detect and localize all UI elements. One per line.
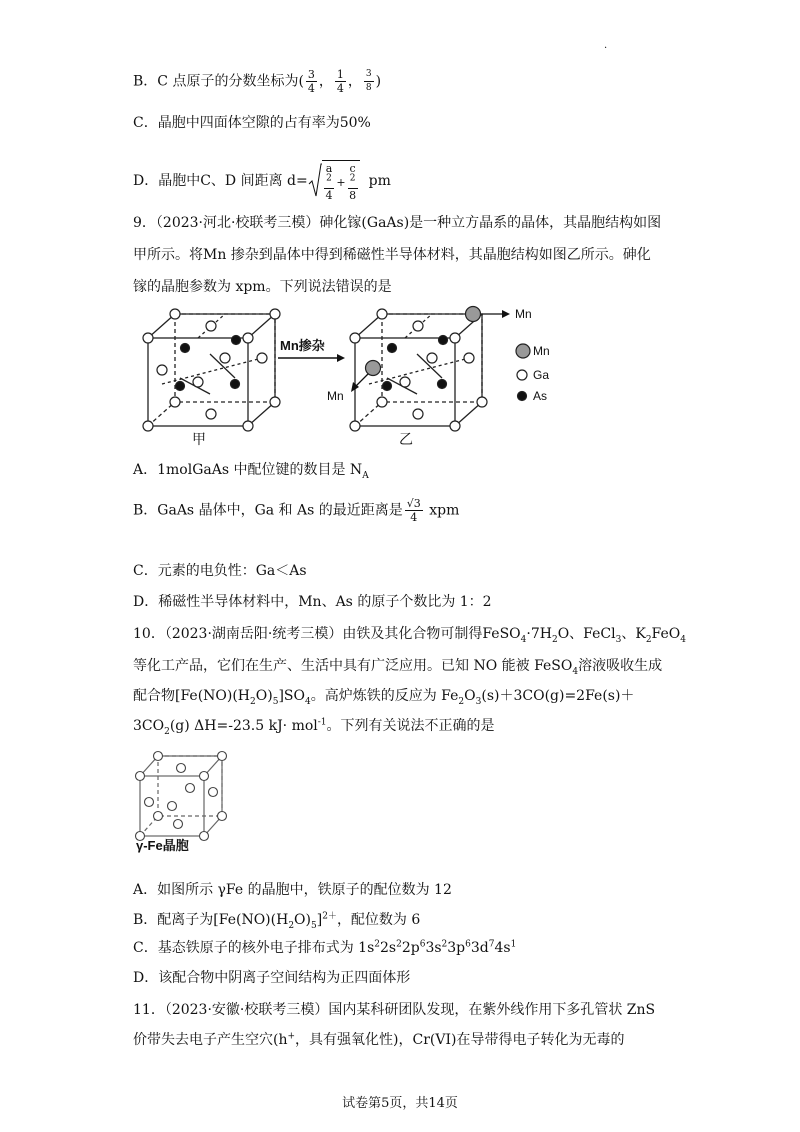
q10-option-d[interactable]: D．该配合物中阴离子空间结构为正四面体形 xyxy=(133,970,411,986)
fraction: $\frac{3}{4}$ xyxy=(307,68,315,95)
q10-stem-line4: $3CO_2(g)$ ΔH=-23.5 kJ· mol$^{-1}$。下列有关说法不正确的是 xyxy=(133,717,495,737)
q9-stem-line1: 9．（2023·河北·校联考三模）砷化镓(GaAs)是一种立方晶系的晶体，其晶胞结构如图 xyxy=(133,215,662,231)
atoms-yi xyxy=(350,307,487,432)
caption-jia: 甲 xyxy=(192,431,206,447)
q9-stem-line3: 镓的晶胞参数为 xpm。下列说法错误的是 xyxy=(133,279,392,295)
legend-as-label: As xyxy=(533,389,548,403)
fraction: $\frac{1}{4}$ xyxy=(336,68,344,95)
q10-option-a[interactable]: A．如图所示 γFe 的晶胞中，铁原子的配位数为 12 xyxy=(133,882,452,898)
q9-option-b[interactable]: B．GaAs 晶体中，Ga 和 As 的最近距离是 $\frac{√3}{4}$ xpm xyxy=(133,497,460,524)
caption-yi: 乙 xyxy=(399,431,413,447)
q9-option-a[interactable]: A．1molGaAs 中配位键的数目是 $N_A$ xyxy=(133,462,369,481)
q10-stem-line2: 等化工产品，它们在生产、生活中具有广泛应用。已知 NO 能被 FeSO$_4$溶液吸收生成 xyxy=(133,658,663,677)
gamma-fe-figure xyxy=(130,744,230,854)
q11-stem-line2: 价带失去电子产生空穴(h+，具有强氧化性)，Cr(VI)在导带得电子转化为无毒的 xyxy=(133,1031,625,1048)
arrow-icon xyxy=(337,354,345,362)
fraction: $\frac{√3}{4}$ xyxy=(406,497,421,524)
crystal-figure-q9 xyxy=(140,298,580,448)
page-dot: . xyxy=(604,40,608,51)
q10-option-b[interactable]: B．配离子为$[Fe(NO)(H_2O)_5]^{2+}$，配位数为 6 xyxy=(133,911,421,931)
sqrt-expression: a $^2$ 4 + c $^2$ 8 xyxy=(308,160,360,202)
q10-stem-line1: 10．（2023·湖南岳阳·统考三模）由铁及其化合物可制得$FeSO_4\cdot 7H_2O$、FeCl$_3$、$K_2FeO_4$ xyxy=(133,626,686,645)
q8-option-c[interactable]: C．晶胞中四面体空隙的占有率为50% xyxy=(133,115,371,131)
legend-mn-label: Mn xyxy=(533,344,550,358)
mn-label-top: Mn xyxy=(515,307,532,321)
fraction: $\frac{3}{8}$ xyxy=(365,69,372,93)
q9-stem-line2: 甲所示。将Mn 掺杂到晶体中得到稀磁性半导体材料，其晶胞结构如图乙所示。砷化 xyxy=(133,247,651,263)
legend-ga-label: Ga xyxy=(533,368,550,382)
mn-label-left: Mn xyxy=(327,389,344,403)
arrow-icon xyxy=(502,310,510,318)
gamma-fe-caption: γ-Fe晶胞 xyxy=(136,838,189,853)
legend-as-marker xyxy=(518,392,527,401)
legend-ga-marker xyxy=(517,370,527,380)
q11-stem-line1: 11．（2023·安徽·校联考三模）国内某科研团队发现，在紫外线作用下多孔管状 ZnS xyxy=(133,1002,656,1018)
legend xyxy=(516,344,530,401)
q8-option-b[interactable]: B．C 点原子的分数坐标为( $\frac{3}{4}$ ， $\frac{1}{4}$ ， $\frac{3}{8}$ ) xyxy=(133,68,382,95)
page-footer: 试卷第5页，共14页 xyxy=(342,1096,458,1111)
q8-option-d[interactable]: D．晶胞中C、D 间距离 d= a $^2$ 4 + c $^2$ 8 pm xyxy=(133,162,391,202)
q9-option-c[interactable]: C．元素的电负性：Ga＜As xyxy=(133,563,307,579)
q10-option-c[interactable]: C．基态铁原子的核外电子排布式为 $1s^22s^22p^63s^23p^63d^74s^1$ xyxy=(133,939,517,956)
arrow-label: Mn掺杂 xyxy=(280,338,325,353)
q10-stem-line3: 配合物$[Fe(NO)(H_2O)_5]SO_4$。高炉炼铁的反应为 $Fe_2O_3(s)+3CO(g)=2Fe(s)+$ xyxy=(133,688,635,707)
q9-option-d[interactable]: D．稀磁性半导体材料中，Mn、As 的原子个数比为 1：2 xyxy=(133,594,492,610)
legend-mn-marker xyxy=(516,344,530,358)
